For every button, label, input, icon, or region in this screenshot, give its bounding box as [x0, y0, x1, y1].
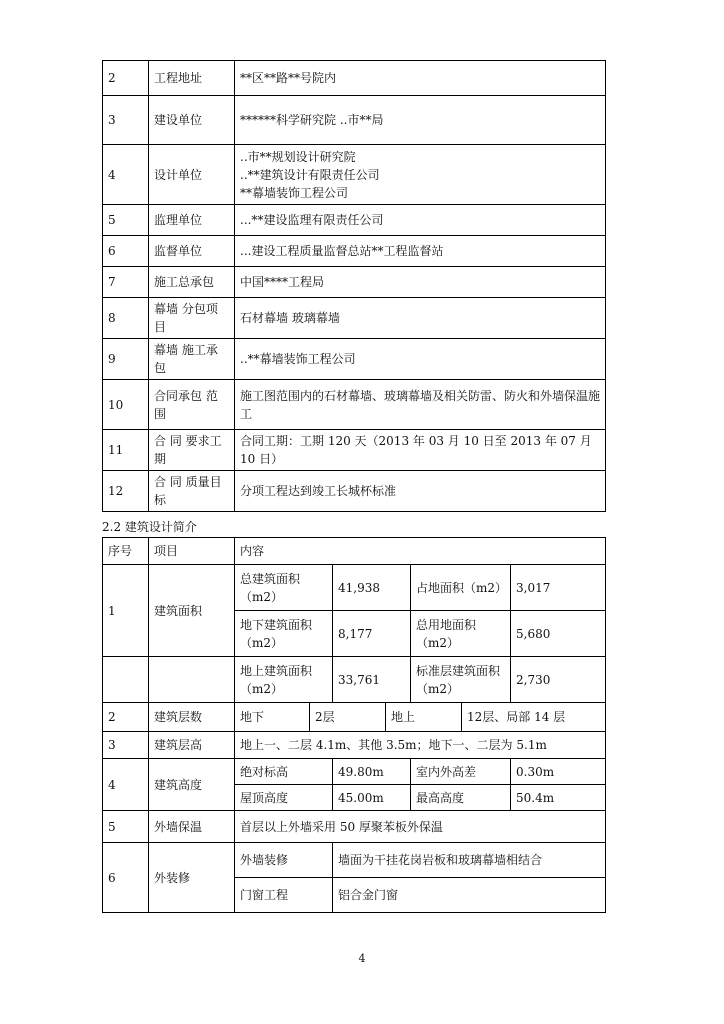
row-no: 3 [103, 732, 149, 759]
row-no: 2 [103, 703, 149, 732]
area-label: 地上建筑面积（m2） [235, 657, 333, 703]
table-row [103, 759, 606, 785]
facade-label: 门窗工程 [235, 878, 333, 913]
design-summary-table [102, 537, 606, 913]
table-row [103, 236, 606, 267]
row-no: 5 [103, 205, 149, 236]
row-item: 监督单位 [149, 236, 235, 267]
row-item: 合 同 要求工期 [149, 430, 235, 471]
row-no: 3 [103, 96, 149, 145]
section-title: 2.2 建筑设计简介 [102, 520, 197, 534]
row-content [235, 205, 606, 236]
row-content [235, 298, 606, 339]
table-row [103, 267, 606, 298]
row-item: 监理单位 [149, 205, 235, 236]
content-line: 中国****工程局 [240, 275, 325, 289]
table-row [103, 732, 606, 759]
page-number: 4 [358, 952, 366, 965]
row-content [235, 267, 606, 298]
table-row [103, 96, 606, 145]
row-no: 10 [103, 380, 149, 430]
facade-value: 铝合金门窗 [333, 878, 606, 913]
row-content [235, 380, 606, 430]
row-content [235, 61, 606, 96]
row-no: 8 [103, 298, 149, 339]
content-line: ..市**规划设计研究院 [240, 149, 356, 164]
elev-value: 50.4m [511, 785, 606, 811]
elev-value: 45.00m [333, 785, 411, 811]
row-no: 2 [103, 61, 149, 96]
area-label: 总用地面积（m2） [411, 611, 511, 657]
row-item: 合同承包 范围 [149, 380, 235, 430]
row-no: 11 [103, 430, 149, 471]
row-item: 外墙保温 [149, 811, 235, 843]
elev-value: 49.80m [333, 759, 411, 785]
row-content [235, 339, 606, 380]
row-content [235, 430, 606, 471]
row-content: 地上一、二层 4.1m、其他 3.5m；地下一、二层为 5.1m [235, 732, 606, 759]
elev-label: 屋顶高度 [235, 785, 333, 811]
row-no: 12 [103, 471, 149, 512]
facade-value: 墙面为干挂花岗岩板和玻璃幕墙相结合 [333, 843, 606, 878]
area-value: 3,017 [511, 565, 606, 611]
content-line: ..**幕墙装饰工程公司 [240, 352, 356, 366]
row-no: 6 [103, 843, 149, 913]
row-no: 4 [103, 759, 149, 811]
area-label: 总建筑面积（m2） [235, 565, 333, 611]
row-item: 建筑高度 [149, 759, 235, 811]
area-value: 2,730 [511, 657, 606, 703]
floors-above-label: 地上 [386, 703, 462, 731]
row-content [235, 96, 606, 145]
content-line: 施工图范围内的石材幕墙、玻璃幕墙及相关防雷、防火和外墙保温施工 [240, 388, 601, 421]
table-row [103, 380, 606, 430]
row-item-empty [149, 657, 235, 703]
row-item: 工程地址 [149, 61, 235, 96]
table-row [103, 843, 606, 878]
area-value: 5,680 [511, 611, 606, 657]
area-label: 地下建筑面积（m2） [235, 611, 333, 657]
table-row [103, 61, 606, 96]
row-no: 1 [103, 565, 149, 657]
elev-label: 绝对标高 [235, 759, 333, 785]
content-line: 石材幕墙 玻璃幕墙 [240, 311, 340, 325]
content-line: 分项工程达到竣工长城杯标准 [240, 484, 397, 498]
header-no: 序号 [103, 538, 149, 565]
floors-below-value: 2层 [310, 703, 386, 731]
floors-above-value: 12层、局部 14 层 [467, 710, 566, 724]
content-line: ..**建筑设计有限责任公司 [240, 167, 380, 182]
row-no: 4 [103, 145, 149, 205]
table-row [103, 205, 606, 236]
row-content [235, 145, 606, 205]
area-value: 33,761 [333, 657, 411, 703]
row-item: 建设单位 [149, 96, 235, 145]
header-content: 内容 [235, 538, 606, 565]
content-line: **区**路**号院内 [240, 71, 337, 85]
row-item: 建筑层高 [149, 732, 235, 759]
row-item: 建筑面积 [149, 565, 235, 657]
table-row [103, 145, 606, 205]
row-item: 施工总承包 [149, 267, 235, 298]
content-line: ...建设工程质量监督总站**工程监督站 [240, 244, 444, 258]
project-info-table [102, 60, 606, 512]
row-no-empty [103, 657, 149, 703]
header-item: 项目 [149, 538, 235, 565]
table-row [103, 471, 606, 512]
table-row [103, 703, 606, 732]
row-item: 设计单位 [149, 145, 235, 205]
row-item: 幕墙 分包项目 [149, 298, 235, 339]
table-row [103, 565, 606, 611]
content-line: ******科学研究院 ..市**局 [240, 113, 384, 127]
content-line: 合同工期：工期 120 天（2013 年 03 月 10 日至 2013 年 07 月 10 日） [240, 434, 592, 466]
row-content: 首层以上外墙采用 50 厚聚苯板外保温 [235, 811, 606, 843]
row-no: 7 [103, 267, 149, 298]
row-content [235, 236, 606, 267]
row-item: 外装修 [149, 843, 235, 913]
floors-below-label: 地下 [235, 703, 310, 731]
area-label: 标准层建筑面积（m2） [411, 657, 511, 703]
row-item: 合 同 质量目标 [149, 471, 235, 512]
elev-label: 最高高度 [411, 785, 511, 811]
row-no: 6 [103, 236, 149, 267]
row-no: 9 [103, 339, 149, 380]
table-row [103, 298, 606, 339]
elev-value: 0.30m [511, 759, 606, 785]
table-header-row [103, 538, 606, 565]
content-line: **幕墙装饰工程公司 [240, 185, 349, 200]
table-row [103, 657, 606, 703]
area-label: 占地面积（m2） [411, 565, 511, 611]
row-item: 幕墙 施工承包 [149, 339, 235, 380]
elev-label: 室内外高差 [411, 759, 511, 785]
table-row [103, 811, 606, 843]
row-content [235, 471, 606, 512]
table-row [103, 339, 606, 380]
table-row [103, 430, 606, 471]
row-no: 5 [103, 811, 149, 843]
area-value: 41,938 [333, 565, 411, 611]
content-line: ...**建设监理有限责任公司 [240, 213, 384, 227]
row-item: 建筑层数 [149, 703, 235, 732]
area-value: 8,177 [333, 611, 411, 657]
facade-label: 外墙装修 [235, 843, 333, 878]
